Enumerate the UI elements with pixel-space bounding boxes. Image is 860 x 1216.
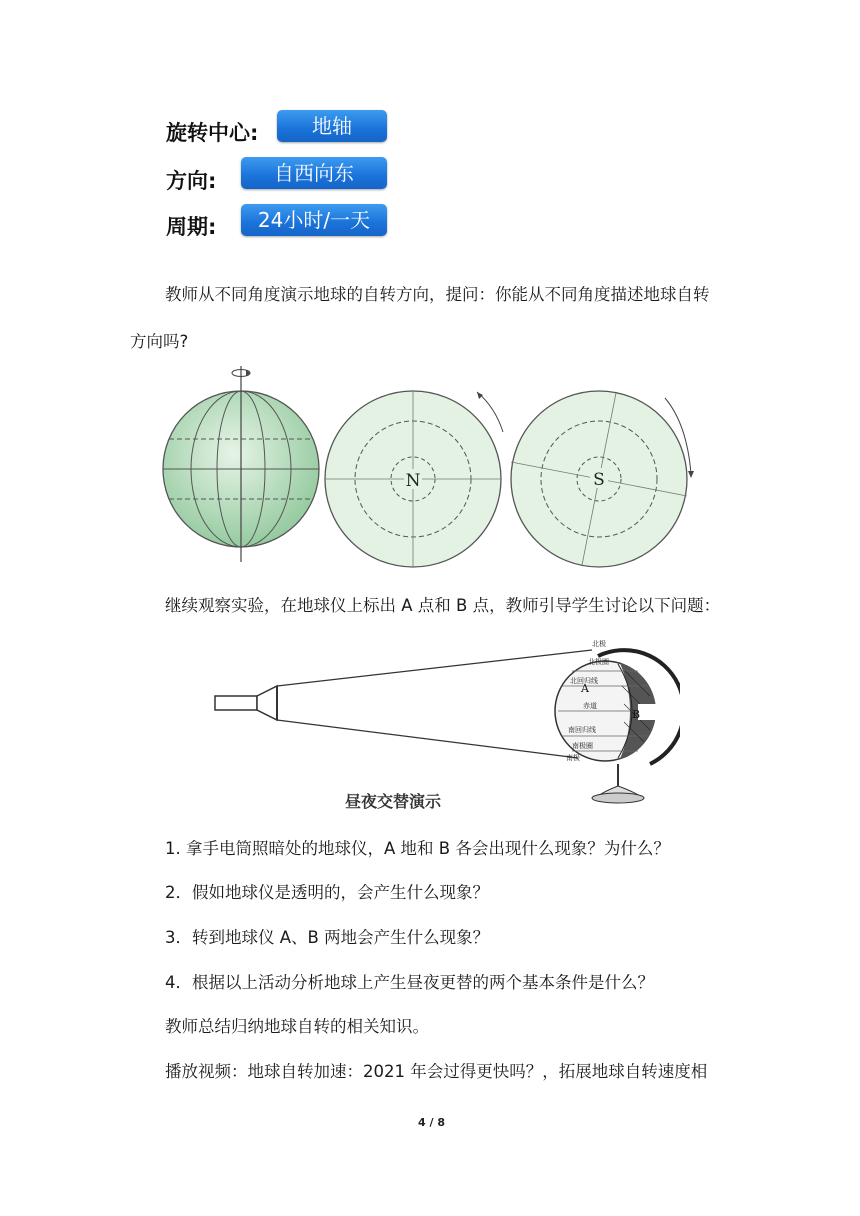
page-number: 4 / 8 [418, 1116, 445, 1129]
fact-value-direction: 自西向东 [241, 157, 387, 189]
south-polar-globe [511, 391, 694, 567]
fact-value-center: 地轴 [277, 110, 387, 142]
point-a-label: A [581, 682, 589, 695]
globe-label-antarctic-circle: 南极圈 [572, 742, 593, 750]
fact-label-center: 旋转中心: [166, 121, 259, 145]
summary-line: 教师总结归纳地球自转的相关知识。 [165, 1017, 429, 1036]
north-label: N [405, 471, 421, 491]
fact-value-period: 24小时/一天 [241, 204, 387, 236]
globe-label-arctic-circle: 北极圈 [588, 658, 609, 666]
point-b-label: B [632, 708, 641, 721]
question-1: 1. 拿手电筒照暗处的地球仪，A 地和 B 各会出现什么现象？为什么？ [165, 839, 670, 858]
daynight-globe [555, 639, 680, 803]
globe-label-south-pole: 南极 [566, 754, 580, 762]
flashlight [215, 686, 277, 720]
question-3: 3．转到地球仪 A、B 两地会产生什么现象？ [165, 928, 490, 947]
observe-paragraph: 继续观察实验，在地球仪上标出 A 点和 B 点，教师引导学生讨论以下问题： [165, 596, 721, 615]
question-2: 2．假如地球仪是透明的，会产生什么现象？ [165, 883, 489, 902]
globe-rotation-figure [155, 362, 710, 572]
video-line: 播放视频：地球自转加速：2021 年会过得更快吗？，拓展地球自转速度相 [165, 1062, 708, 1081]
fact-label-period: 周期: [166, 215, 217, 239]
side-globe [163, 366, 319, 562]
globe-label-tropic-cancer: 北回归线 [570, 677, 598, 685]
globe-label-equator: 赤道 [583, 702, 597, 710]
globe-label-north-pole: 北极 [592, 640, 606, 648]
north-polar-globe [325, 391, 503, 567]
intro-line-1: 教师从不同角度演示地球的自转方向，提问：你能从不同角度描述地球自转 [165, 285, 710, 304]
globe-label-tropic-capricorn: 南回归线 [568, 726, 596, 734]
intro-line-2: 方向吗? [130, 332, 189, 351]
fact-label-direction: 方向: [166, 169, 217, 193]
day-night-figure [200, 626, 680, 816]
south-label: S [593, 470, 605, 490]
daynight-caption: 昼夜交替演示 [345, 792, 442, 811]
question-4: 4．根据以上活动分析地球上产生昼夜更替的两个基本条件是什么？ [165, 973, 654, 992]
